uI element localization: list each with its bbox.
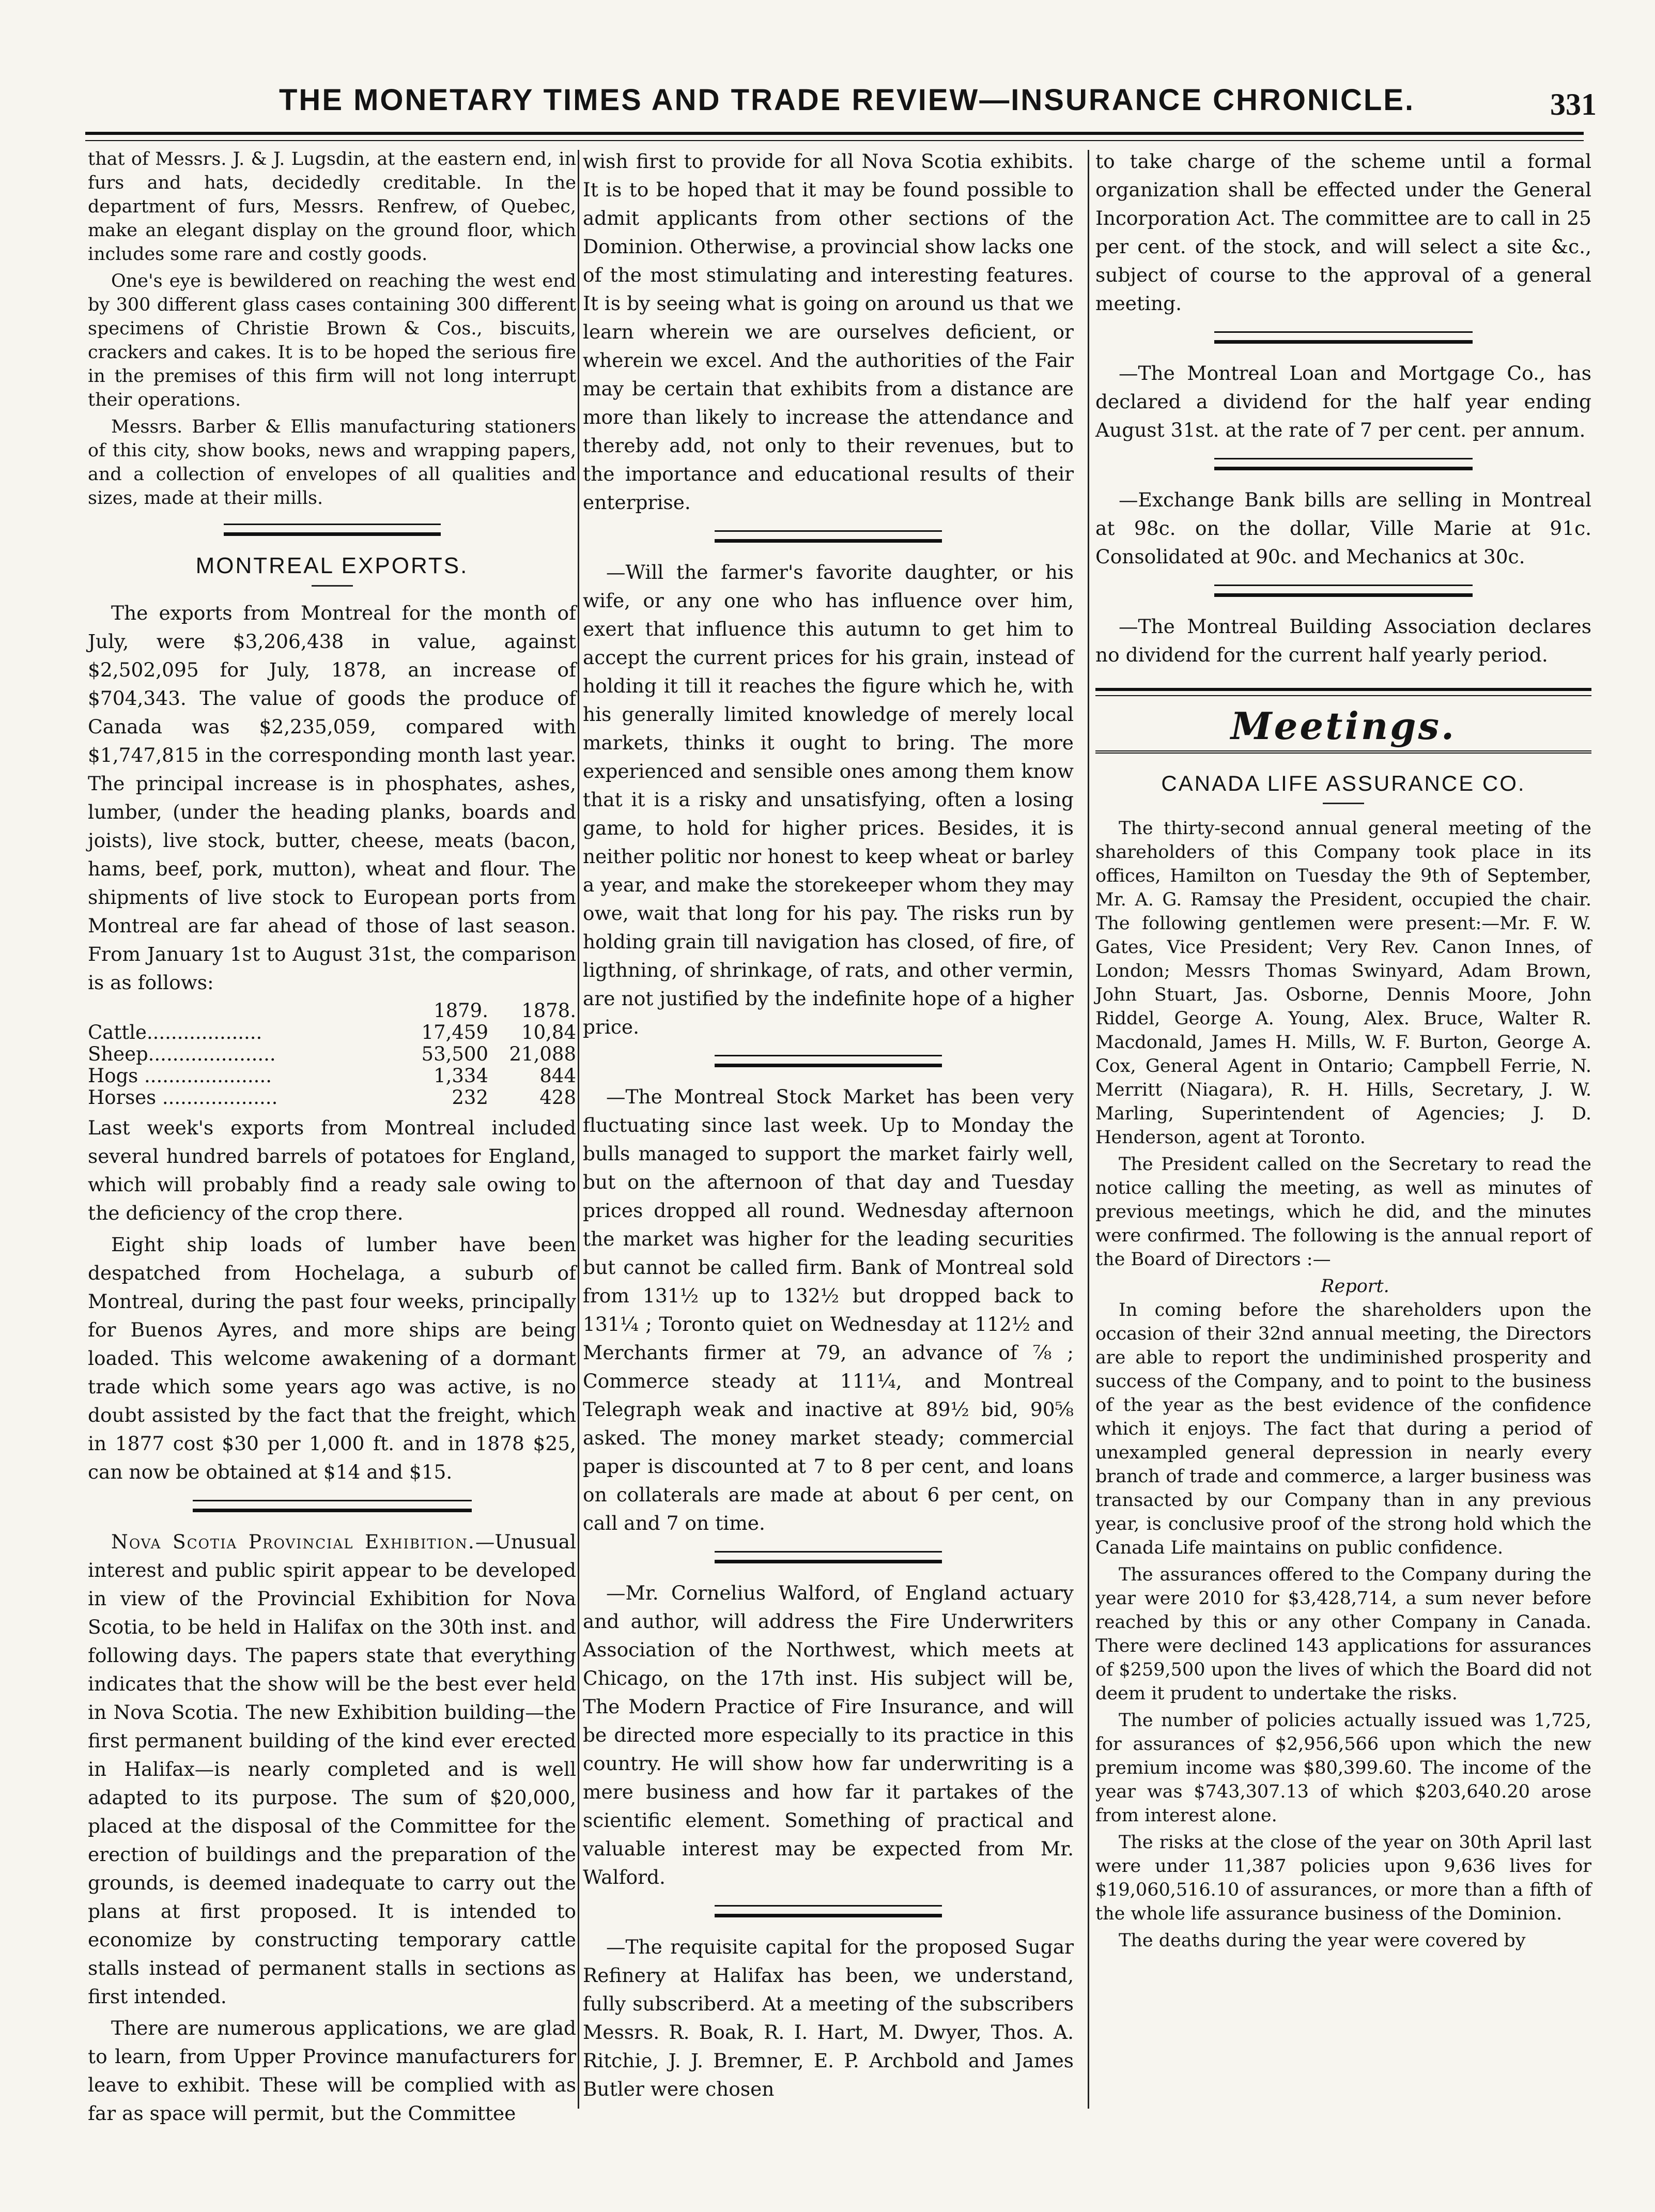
table-cell: 10,84: [521, 1021, 576, 1043]
section-rule: [193, 1500, 472, 1512]
paragraph: One's eye is bewildered on reaching the west end by 300 different glass cases containing 300 different specimens of Christie Brown & Cos., biscuits, crackers and cakes. It is to be hoped the serious fire in the premises of this firm will not long interrupt their operations.: [88, 271, 576, 410]
column-2: [583, 147, 1074, 2111]
table-year: 1878.: [521, 1000, 576, 1022]
page-number: 331: [1550, 87, 1597, 121]
paragraph: that of Messrs. J. & J. Lugsdin, at the eastern end, in furs and hats, decidedly creditable. In the department of furs, Messrs. Renfrew, of Quebec, make an elegant display on the ground floor, which includes some rare and costly goods.: [88, 149, 576, 265]
title-underline: [312, 585, 353, 587]
paragraph: There are numerous applications, we are glad to learn, from Upper Province manufacturers for leave to exhibit. These will be complied with as far as space will permit, but the Committee: [88, 2017, 576, 2125]
paragraph: —The Montreal Loan and Mortgage Co., has declared a dividend for the half year ending August 31st. at the rate of 7 per cent. per annum.: [1095, 362, 1591, 441]
section-rule: [715, 1551, 942, 1563]
section-rule: [715, 1055, 942, 1067]
table-label: Horses ...................: [88, 1086, 278, 1109]
table-cell: 428: [539, 1086, 576, 1109]
table-cell: 17,459: [421, 1021, 488, 1043]
column-divider: [1088, 150, 1089, 2109]
section-title-canada-life: CANADA LIFE ASSURANCE CO.: [1161, 771, 1526, 795]
paragraph: The thirty-second annual general meeting of the shareholders of this Company took place in its offices, Hamilton on Tuesday the 9th of September, Mr. A. G. Ramsay the President, occupied the chair. The following gentlemen were present:—Mr. F. W. Gates, Vice President; Very Rev. Canon Innes, of London; Messrs Thomas Swinyard, Adam Brown, John Stuart, Jas. Osborne, Dennis Moore, John Riddel, George A. Young, Alex. Bruce, Walter R. Macdonald, James H. Mills, W. F. Burton, George A. Cox, General Agent in Ontario; Campbell Ferrie, N. Merritt (Niagara), R. H. Hills, Secretary, J. W. Marling, Superintendent of Agencies; J. D. Henderson, agent at Toronto.: [1095, 818, 1591, 1148]
paragraph: —The requisite capital for the proposed Sugar Refinery at Halifax has been, we understand, fully subscriberd. At a meeting of the subscribers Messrs. R. Boak, R. I. Hart, M. Dwyer, Thos. A. Ritchie, J. J. Bremner, E. P. Archbold and James Butler were chosen: [583, 1936, 1074, 2100]
section-rule: [715, 530, 942, 543]
table-label: Hogs .....................: [88, 1065, 272, 1087]
paragraph: Last week's exports from Montreal included several hundred barrels of potatoes for England, which will probably find a ready sale owing to the deficiency of the crop there.: [88, 1116, 576, 1224]
table-label: Sheep.....................: [88, 1043, 276, 1065]
table-row: [88, 1022, 576, 1043]
section-rule: [1214, 585, 1473, 597]
table-cell: 53,500: [421, 1043, 488, 1065]
table-cell: 1,334: [434, 1065, 488, 1087]
section-rule: [1214, 458, 1473, 470]
section-rule: [224, 524, 441, 536]
section-rule: [715, 1905, 942, 1917]
paragraph: The exports from Montreal for the month of July, were $3,206,438 in value, against $2,502,095 for July, 1878, an increase of $704,343. The value of goods the produce of Canada was $2,235,059, compared with $1,747,815 in the corresponding month last year. The principal increase is in phosphates, ashes, lumber, (under the heading planks, boards and joists), live stock, butter, cheese, meats (bacon, hams, beef, pork, mutton), wheat and flour. The shipments of live stock to European ports from Montreal are far ahead of those of last season. From January 1st to August 31st, the comparison is as follows:: [88, 602, 576, 994]
paragraph: —Will the farmer's favorite daughter, or his wife, or any one who has influence over him, exert that influence this autumn to get him to accept the current prices for his grain, instead of holding it till it reaches the figure which he, with his generally limited knowledge of merely local markets, thinks it ought to bring. The more experienced and sensible ones among them know that it is a risky and unsatisfying, often a losing game, to hold for higher prices. Besides, it is neither politic nor honest to keep wheat or barley a year, and make the storekeeper whom they may owe, wait that long for his pay. The risks run by holding grain till navigation has closed, of fire, of ligthning, of shrinkage, of rats, and other vermin, are not justified by the indefinite hope of a higher price.: [583, 561, 1074, 1038]
paragraph: The President called on the Secretary to read the notice calling the meeting, as well as minutes of previous meetings, which he did, and the minutes were confirmed. The following is the annual report of the Board of Directors :—: [1095, 1154, 1591, 1270]
table-cell: 21,088: [509, 1043, 576, 1065]
header-rule: [85, 132, 1584, 141]
table-row: [88, 1043, 576, 1065]
table-cell: 232: [452, 1086, 488, 1109]
paragraph-nova-scotia: [88, 1528, 576, 2011]
section-rule: [1214, 331, 1473, 344]
table-row: [88, 1065, 576, 1087]
thin-rule: [1095, 750, 1591, 754]
paragraph: The number of policies actually issued was 1,725, for assurances of $2,956,566 upon which the new premium income was $80,399.60. The income of the year was $743,307.13 of which $203,640.20 arose from interest alone.: [1095, 1710, 1591, 1826]
title-underline: [1323, 803, 1364, 804]
section-rule-full: [1095, 688, 1591, 696]
table-header-row: [88, 1000, 576, 1022]
paragraph: —The Montreal Stock Market has been very fluctuating since last week. Up to Monday the bulls managed to support the market fairly well, but on the afternoon of that day and Tuesday prices dropped all round. Wednesday afternoon the market was higher for the leading securities but cannot be called firm. Bank of Montreal sold from 131½ up to 132½ but dropped back to 131¼ ; Toronto quiet on Wednesday at 112½ and Merchants firmer at 79, an advance of ⅞ ; Commerce steady at 111¼, and Montreal Telegraph weak and inactive at 89½ bid, 90⅝ asked. The money market steady; commercial paper is discounted at 7 to 8 per cent, and loans on collaterals are made at about 6 per cent, on call and 7 on time.: [583, 1085, 1074, 1534]
paragraph: Messrs. Barber & Ellis manufacturing stationers of this city, show books, news and wrapping papers, and a collection of envelopes of all qualities and sizes, made at their mills.: [88, 417, 576, 509]
column-1: [88, 147, 576, 2125]
table-cell: 844: [539, 1065, 576, 1087]
paragraph: —Mr. Cornelius Walford, of England actuary and author, will address the Fire Underwriters Association of the Northwest, which meets at Chicago, on the 17th inst. His subject will be, The Modern Practice of Fire Insurance, and will be directed more especially to its practice in this country. He will show how far underwriting is a mere business and how far it partakes of the scientific element. Something of practical and valuable interest may be expected from Mr. Walford.: [583, 1581, 1074, 1888]
livestock-table: [88, 1000, 576, 1109]
paragraph: The risks at the close of the year on 30th April last were under 11,387 policies upon 9,636 lives for $19,060,516.10 of assurances, or more than a fifth of the whole life assurance business of the Dominion.: [1095, 1832, 1591, 1924]
paragraph: —Exchange Bank bills are selling in Montreal at 98c. on the dollar, Ville Marie at 91c. Consolidated at 90c. and Mechanics at 30c.: [1095, 488, 1591, 568]
column-divider: [578, 150, 579, 2109]
column-3: [1095, 147, 1591, 2111]
table-label: Cattle...................: [88, 1021, 262, 1043]
paragraph: The assurances offered to the Company during the year were 2010 for $3,428,714, a sum never before reached by this or any other Company in Canada. There were declined 143 applications for assurances of $259,500 upon the lives of which the Board did not deem it prudent to undertake the risks.: [1095, 1564, 1591, 1704]
paragraph: wish first to provide for all Nova Scotia exhibits. It is to be hoped that it may be found possible to admit applicants from other sections of the Dominion. Otherwise, a provincial show lacks one of the most stimulating and interesting features. It is by seeing what is going on around us that we learn wherein we are ourselves deficient, or wherein we excel. And the authorities of the Fair may be certain that exhibits from a distance are more than likely to increase the attendance and thereby add, not only to their revenues, but to the importance and educational results of their enterprise.: [583, 150, 1074, 514]
paragraph: —The Montreal Building Association declares no dividend for the current half yearly period.: [1095, 615, 1591, 666]
paragraph: Eight ship loads of lumber have been despatched from Hochelaga, a suburb of Montreal, during the past four weeks, principally for Buenos Ayres, and more ships are being loaded. This welcome awakening of a dormant trade which some years ago was active, is no doubt assisted by the fact that the freight, which in 1877 cost $30 per 1,000 ft. and in 1878 $25, can now be obtained at $14 and $15.: [88, 1233, 576, 1483]
table-year: 1879.: [434, 1000, 488, 1022]
table-row: [88, 1087, 576, 1109]
nova-scotia-heading: Nova Scotia Provincial Exhibition.: [111, 1530, 475, 1553]
paragraph-text: —Unusual interest and public spirit appear to be developed in view of the Provincial Exhibition for Nova Scotia, to be held in Halifax on the 30th inst. and following days. The papers state that everything indicates that the show will be the best ever held in Nova Scotia. The new Exhibition building—the first permanent building of the kind ever erected in Halifax—is nearly completed and is well adapted to its purpose. The sum of $20,000, placed at the disposal of the Committee for the erection of buildings and the preparation of the grounds, is deemed inadequate to carry out the plans at first proposed. It is intended to economize by constructing temporary cattle stalls instead of permanent stalls in sections as first intended.: [88, 1530, 576, 2008]
section-title-montreal-exports: MONTREAL EXPORTS.: [195, 553, 469, 578]
masthead: [83, 78, 1612, 129]
report-heading: Report.: [1321, 1276, 1389, 1297]
paragraph: to take charge of the scheme until a formal organization shall be effected under the General Incorporation Act. The committee are to call in 25 per cent. of the stock, and will select a site &c., subject of course to the approval of a general meeting.: [1095, 150, 1591, 315]
meetings-heading: Meetings.: [1230, 704, 1457, 748]
paragraph: The deaths during the year were covered by: [1119, 1930, 1526, 1951]
masthead-title: THE MONETARY TIMES AND TRADE REVIEW—INSURANCE CHRONICLE.: [279, 83, 1415, 117]
paragraph: In coming before the shareholders upon the occasion of their 32nd annual meeting, the Directors are able to report the undiminished prosperity and success of the Company, and to point to the business of the year as the best evidence of the confidence which it enjoys. The fact that during a period of unexampled general depression in nearly every branch of trade and commerce, a larger business was transacted by our Company than in any previous year, is conclusive proof of the strong hold which the Canada Life maintains on public confidence.: [1095, 1300, 1591, 1558]
